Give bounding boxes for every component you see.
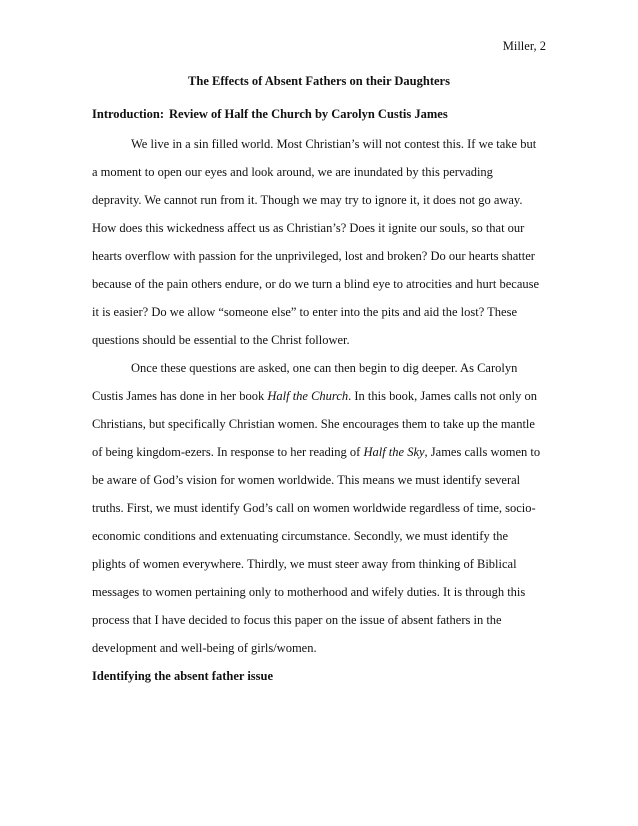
line-text: . In this book, James calls not only on xyxy=(348,389,537,403)
paragraph-line: plights of women everywhere. Thirdly, we must steer away from thinking of Biblical xyxy=(92,557,517,571)
paragraph-line: development and well-being of girls/women. xyxy=(92,641,317,655)
paragraph-line: We live in a sin filled world. Most Christian’s will not contest this. If we take but xyxy=(131,137,537,151)
paragraph-line xyxy=(92,389,537,404)
paragraph-line: hearts overflow with passion for the unprivileged, lost and broken? Do our hearts shatter xyxy=(92,249,535,263)
paragraph-line: truths. First, we must identify God’s call on women worldwide regardless of time, socio- xyxy=(92,501,536,515)
line-text: Custis James has done in her book xyxy=(92,389,268,403)
book-title-half-the-church: Half the Church xyxy=(267,389,349,403)
paragraph-line: a moment to open our eyes and look around, we are inundated by this pervading xyxy=(92,165,493,179)
paragraph-line: Once these questions are asked, one can then begin to dig deeper. As Carolyn xyxy=(131,361,518,375)
paragraph-line: process that I have decided to focus this paper on the issue of absent fathers in the xyxy=(92,613,502,627)
paragraph-line: messages to women pertaining only to motherhood and wifely duties. It is through this xyxy=(92,585,526,599)
line-text: , James calls women to xyxy=(424,445,541,459)
paragraph-line: because of the pain others endure, or do we turn a blind eye to atrocities and hurt because xyxy=(92,277,540,291)
introduction-label: Introduction: xyxy=(92,107,165,121)
paragraph-line xyxy=(92,445,540,460)
paragraph-line: questions should be essential to the Christ follower. xyxy=(92,333,350,347)
line-text: of being kingdom-ezers. In response to her reading of xyxy=(92,445,364,459)
paragraph-line: depravity. We cannot run from it. Though we may try to ignore it, it does not go away. xyxy=(92,193,523,207)
book-title-half-the-sky: Half the Sky xyxy=(363,445,425,459)
paragraph-line: be aware of God’s vision for women worldwide. This means we must identify several xyxy=(92,473,521,487)
paragraph-line: Christians, but specifically Christian women. She encourages them to take up the mantle xyxy=(92,417,535,431)
introduction-heading xyxy=(92,107,448,122)
paragraph-line: it is easier? Do we allow “someone else” to enter into the pits and aid the lost? These xyxy=(92,305,517,319)
section-heading: Identifying the absent father issue xyxy=(92,669,274,683)
running-head: Miller, 2 xyxy=(502,39,546,53)
paragraph-line: How does this wickedness affect us as Christian’s? Does it ignite our souls, so that our xyxy=(92,221,525,235)
paragraph-line: economic conditions and extenuating circumstance. Secondly, we must identify the xyxy=(92,529,509,543)
review-heading: Review of Half the Church by Carolyn Custis James xyxy=(169,107,448,121)
paper-title: The Effects of Absent Fathers on their Daughters xyxy=(188,74,450,88)
